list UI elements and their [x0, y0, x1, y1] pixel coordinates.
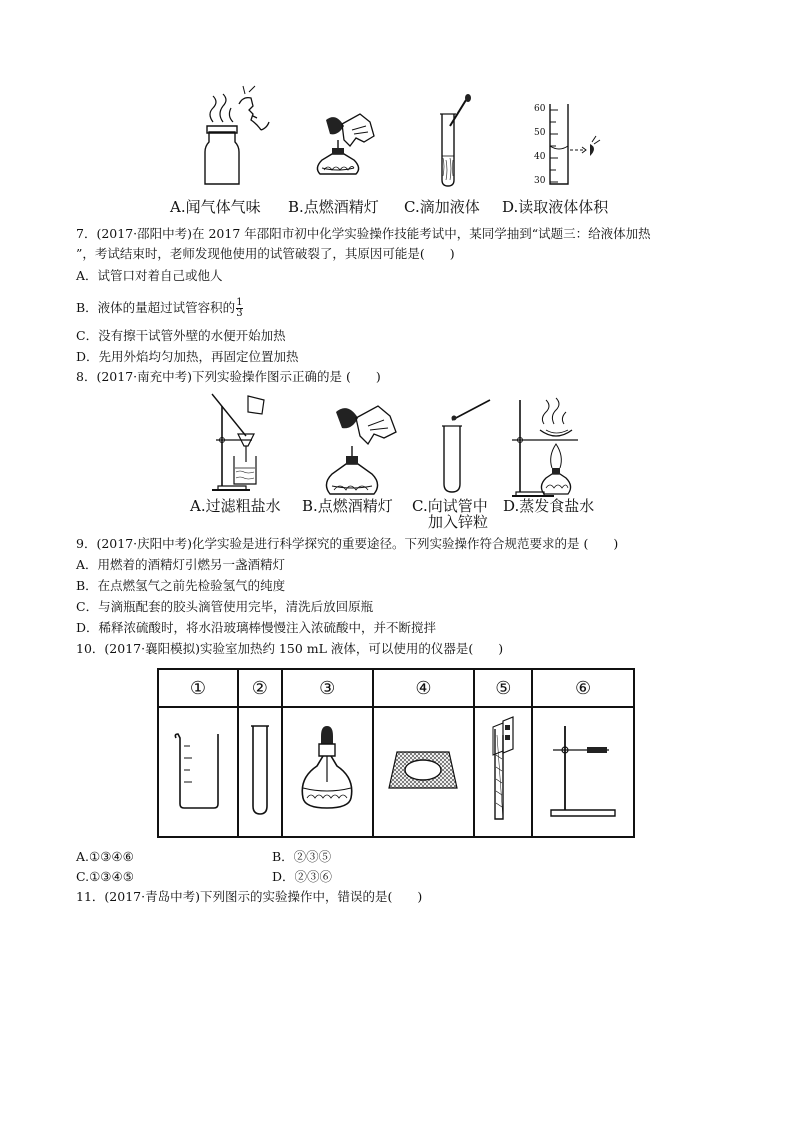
- iron-stand-cell: [532, 707, 634, 837]
- question-10-option-c: C.①③④⑤: [76, 869, 134, 884]
- test-tube-icon: [245, 722, 275, 818]
- add-zinc-illustration: [440, 396, 500, 496]
- question-7-stem-line1: 7．(2017·邵阳中考)在 2017 年邵阳市初中化学实验操作技能考试中，某同学抽到“试题三：给液体加热: [76, 226, 651, 241]
- instrument-table-header: [158, 669, 634, 707]
- header-cell-5: ⑤: [474, 669, 532, 707]
- asbestos-gauze-icon: [387, 750, 459, 790]
- question-10-option-b: B．②③⑤: [272, 849, 332, 864]
- header-cell-1: ①: [158, 669, 238, 707]
- question-9-stem: 9．(2017·庆阳中考)化学实验是进行科学探究的重要途径。下列实验操作符合规范要求的是 ( ): [76, 536, 619, 551]
- question-9-option-b: B．在点燃氢气之前先检验氢气的纯度: [76, 578, 286, 593]
- question-10-option-a: A.①③④⑥: [76, 849, 134, 864]
- test-tube-holder-icon: [483, 715, 523, 825]
- question-8-stem: 8．(2017·南充中考)下列实验操作图示正确的是 ( ): [76, 369, 381, 384]
- light-alcohol-lamp-illustration-2: [318, 402, 410, 500]
- tick-50: 50: [534, 128, 546, 138]
- instrument-table: [157, 668, 635, 838]
- tick-40: 40: [534, 152, 546, 162]
- q8-caption-c: C.向试管中: [412, 497, 488, 515]
- figure-caption-d: D.读取液体体积: [502, 198, 609, 216]
- beaker-icon: [170, 730, 226, 810]
- question-10-stem: 10．(2017·襄阳模拟)实验室加热约 150 mL 液体，可以使用的仪器是( ): [76, 641, 504, 656]
- drip-liquid-illustration: [432, 96, 472, 188]
- q8-caption-c-line2: 加入锌粒: [428, 513, 489, 531]
- figure-caption-a: A.闻气体气味: [170, 198, 261, 216]
- tick-30: 30: [534, 176, 546, 186]
- cylinder-scale: [530, 104, 610, 188]
- question-10-option-d: D．②③⑥: [272, 869, 333, 884]
- q8-caption-d: D.蒸发食盐水: [503, 497, 595, 515]
- question-9-option-a: A．用燃着的酒精灯引燃另一盏酒精灯: [76, 557, 286, 572]
- question-11-stem: 11．(2017·青岛中考)下列图示的实验操作中，错误的是( ): [76, 889, 423, 904]
- light-alcohol-lamp-illustration: [308, 112, 388, 192]
- iron-stand-icon: [547, 720, 619, 820]
- gauze-cell: [373, 707, 475, 837]
- question-7-option-d: D．先用外焰均匀加热，再固定位置加热: [76, 349, 299, 364]
- fraction-numerator: 1: [236, 297, 243, 308]
- fraction-one-third: [236, 298, 242, 319]
- fraction-denominator: 3: [236, 308, 243, 319]
- instrument-table-images: [158, 707, 634, 837]
- figure-caption-b: B.点燃酒精灯: [288, 198, 379, 216]
- figure-caption-c: C.滴加液体: [404, 198, 480, 216]
- header-cell-3: ③: [282, 669, 373, 707]
- alcohol-lamp-cell: [282, 707, 373, 837]
- question-7-option-a: A．试管口对着自己或他人: [76, 268, 223, 283]
- test-tube-cell: [238, 707, 282, 837]
- tube-holder-cell: [474, 707, 532, 837]
- question-7-option-c: C．没有擦干试管外壁的水便开始加热: [76, 328, 286, 343]
- question-9-option-c: C．与滴瓶配套的胶头滴管使用完毕，清洗后放回原瓶: [76, 599, 374, 614]
- filtration-illustration: [206, 392, 274, 494]
- smell-gas-illustration: [195, 92, 275, 188]
- beaker-cell: [158, 707, 238, 837]
- q8-caption-b: B.点燃酒精灯: [302, 497, 393, 515]
- header-cell-4: ④: [373, 669, 475, 707]
- question-9-option-d: D．稀释浓硫酸时，将水沿玻璃棒慢慢注入浓硫酸中，并不断搅拌: [76, 620, 437, 635]
- q8-caption-a: A.过滤粗盐水: [190, 497, 281, 515]
- header-cell-6: ⑥: [532, 669, 634, 707]
- question-7-stem-line2: ”，考试结束时，老师发现他使用的试管破裂了，其原因可能是( ): [76, 246, 455, 261]
- question-7-option-b-text: B．液体的量超过试管容积的: [76, 300, 236, 315]
- evaporation-illustration: [508, 396, 598, 500]
- alcohol-lamp-icon: [295, 722, 359, 818]
- header-cell-2: ②: [238, 669, 282, 707]
- tick-60: 60: [534, 104, 546, 114]
- question-7-option-b: [76, 298, 243, 319]
